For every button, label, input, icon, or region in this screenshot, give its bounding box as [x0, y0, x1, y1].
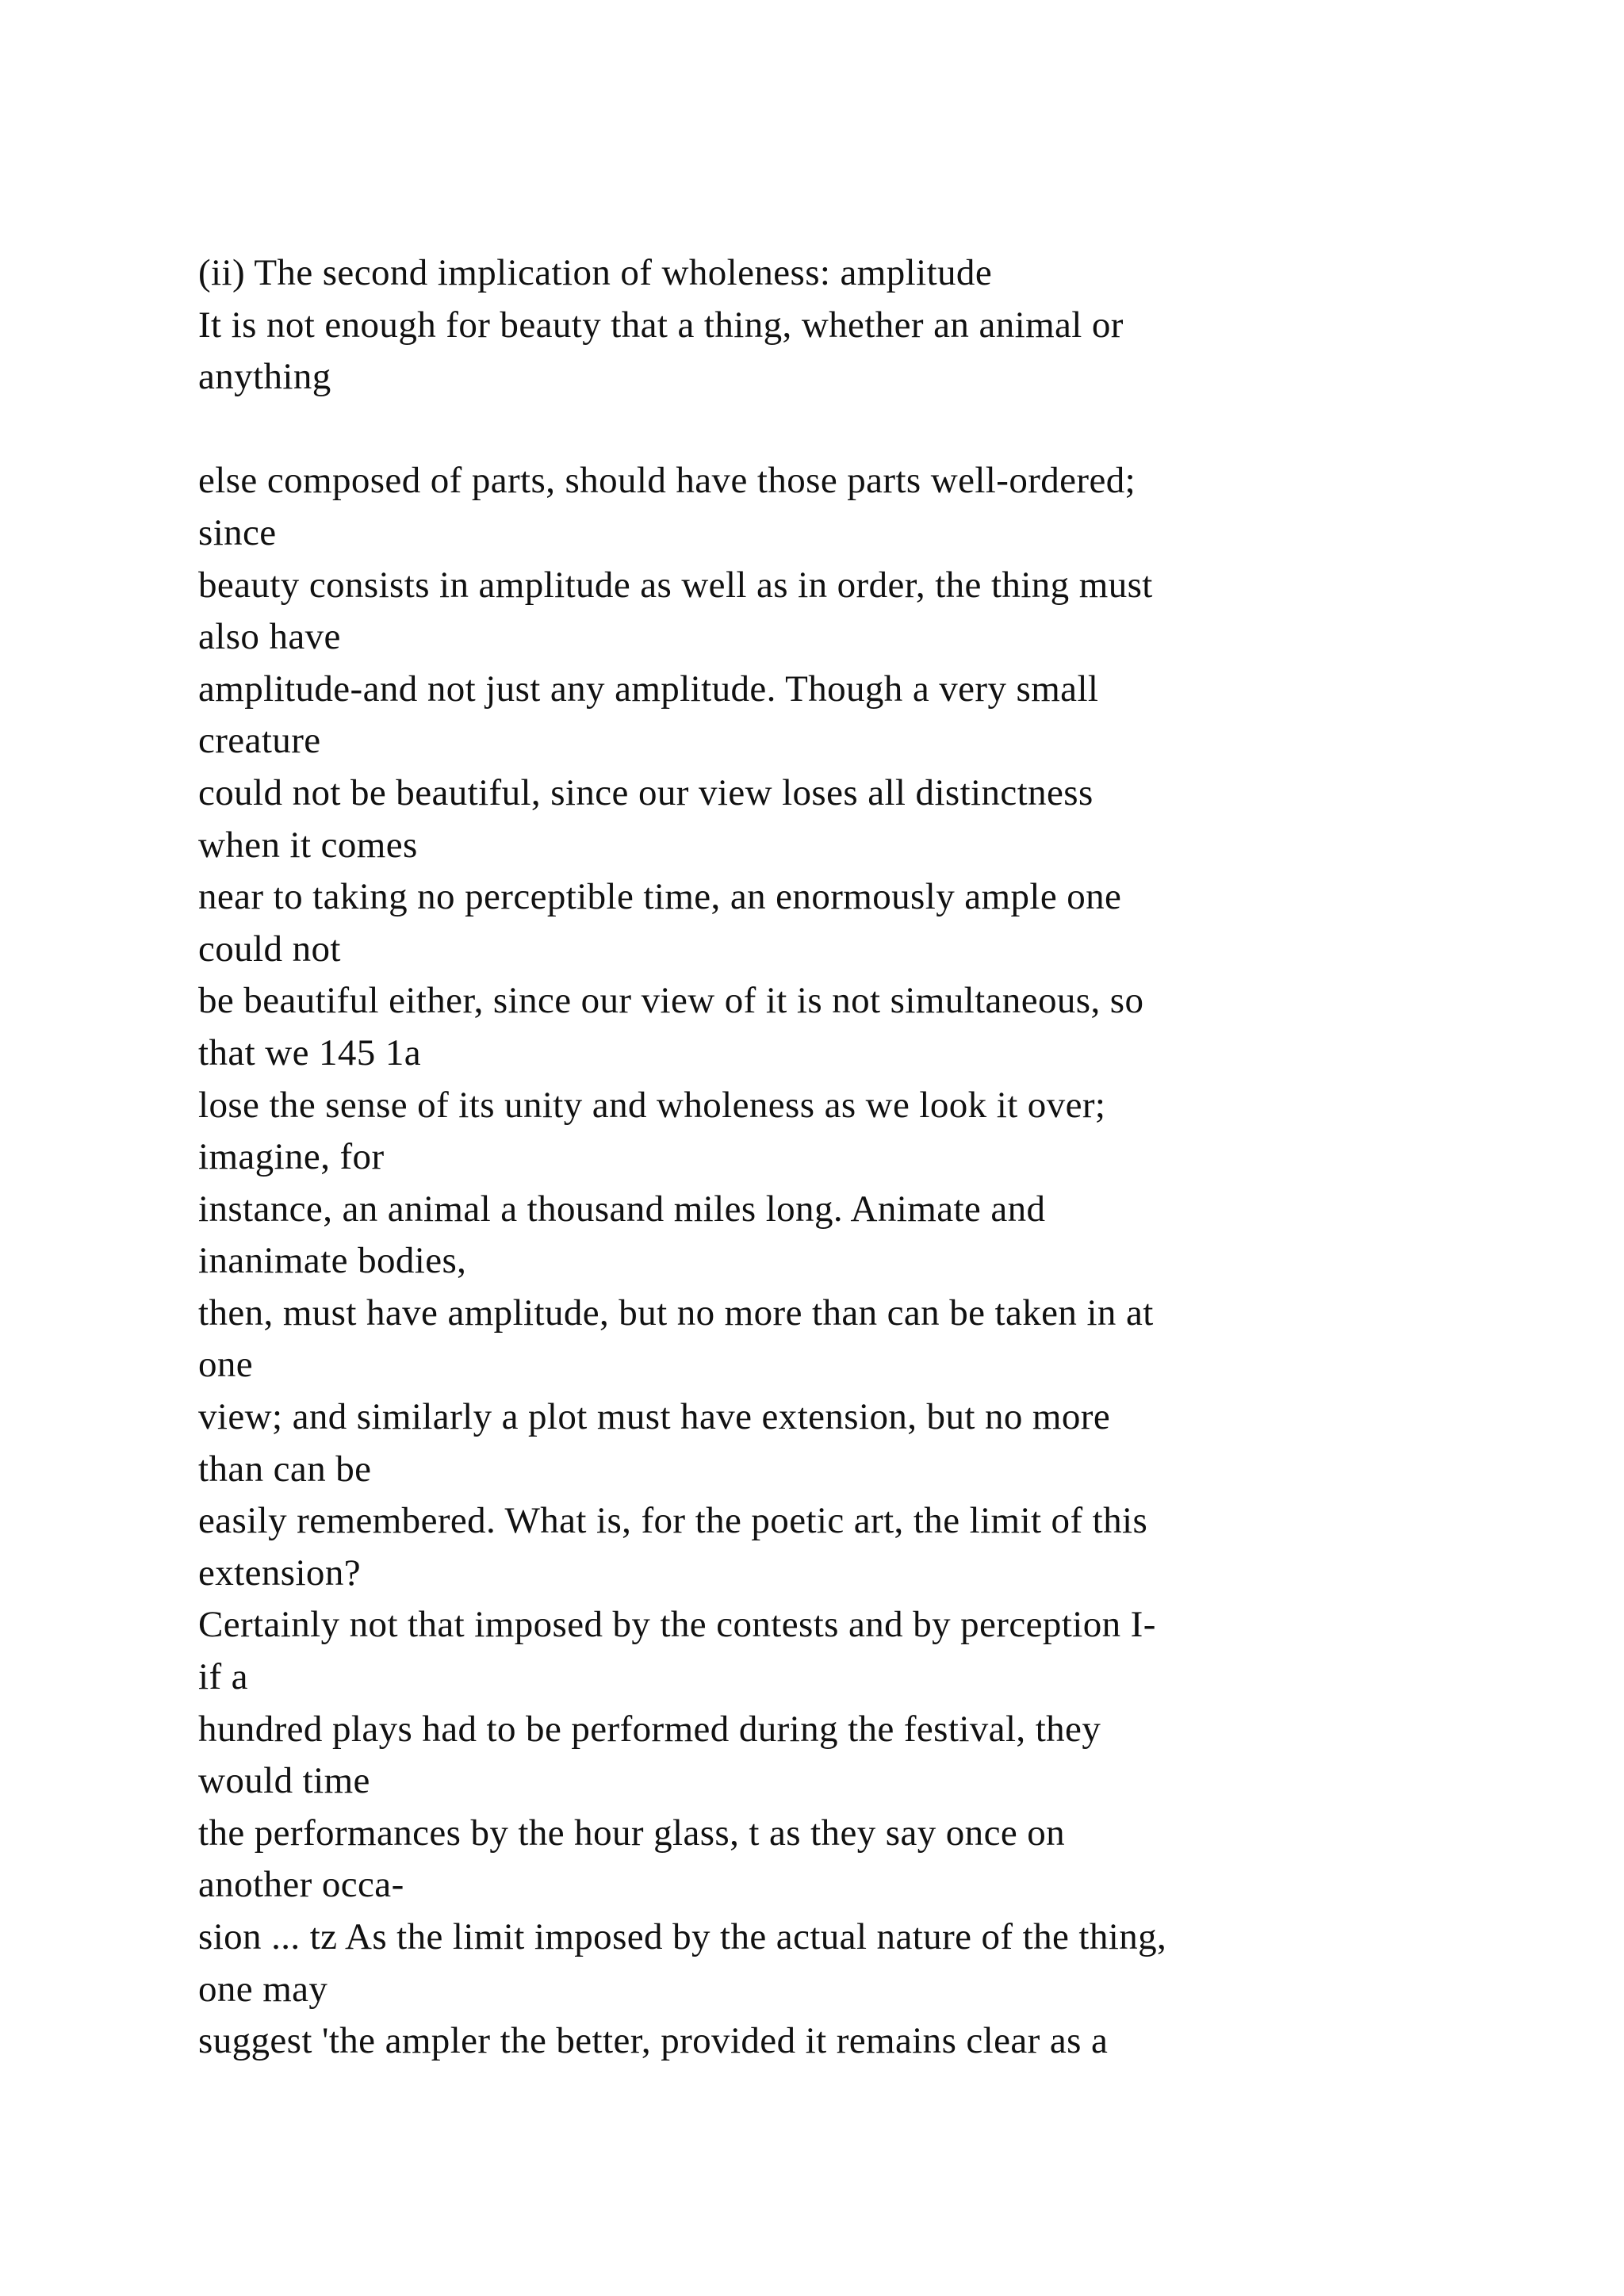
text-line: then, must have amplitude, but no more than can be taken in at [198, 1292, 1154, 1334]
text-line: than can be [198, 1448, 372, 1490]
text-line: also have [198, 616, 341, 658]
text-line: instance, an animal a thousand miles long. Animate and [198, 1188, 1046, 1230]
text-line: extension? [198, 1552, 361, 1594]
text-line: suggest 'the ampler the better, provided it remains clear as a [198, 2020, 1109, 2062]
text-line: if a [198, 1656, 248, 1698]
text-line: Certainly not that imposed by the contests and by perception I- [198, 1604, 1156, 1646]
text-line: when it comes [198, 824, 418, 866]
text-line: that we 145 1a [198, 1031, 421, 1073]
text-line: view; and similarly a plot must have extension, but no more [198, 1396, 1111, 1438]
text-line: else composed of parts, should have those parts well-ordered; [198, 460, 1136, 502]
heading-line: (ii) The second implication of wholeness: amplitude [198, 252, 993, 293]
text-line: be beautiful either, since our view of it is not simultaneous, so [198, 980, 1144, 1022]
text-line: creature [198, 720, 321, 762]
text-line: anything [198, 356, 331, 398]
text-line: beauty consists in amplitude as well as in order, the thing must [198, 564, 1153, 606]
text-line: amplitude-and not just any amplitude. Though a very small [198, 668, 1099, 710]
text-line: imagine, for [198, 1136, 385, 1178]
text-line: hundred plays had to be performed during the festival, they [198, 1708, 1101, 1750]
text-line: one [198, 1344, 254, 1386]
text-line: another occa- [198, 1864, 404, 1906]
text-line: one may [198, 1968, 328, 2010]
paragraph-gap [198, 404, 1546, 456]
text-line: sion ... tz As the limit imposed by the actual nature of the thing, [198, 1916, 1167, 1957]
text-line: since [198, 511, 277, 553]
text-line: It is not enough for beauty that a thing, whether an animal or [198, 304, 1124, 346]
text-line: the performances by the hour glass, t as they say once on [198, 1812, 1066, 1854]
text-line: near to taking no perceptible time, an enormously ample one [198, 876, 1122, 918]
body-text [198, 247, 1546, 2068]
text-line: inanimate bodies, [198, 1240, 467, 1282]
text-line: could not be beautiful, since our view loses all distinctness [198, 771, 1094, 813]
text-line: would time [198, 1760, 370, 1802]
text-line: lose the sense of its unity and wholeness as we look it over; [198, 1084, 1106, 1126]
text-line: could not [198, 928, 341, 970]
text-line: easily remembered. What is, for the poetic art, the limit of this [198, 1500, 1148, 1542]
